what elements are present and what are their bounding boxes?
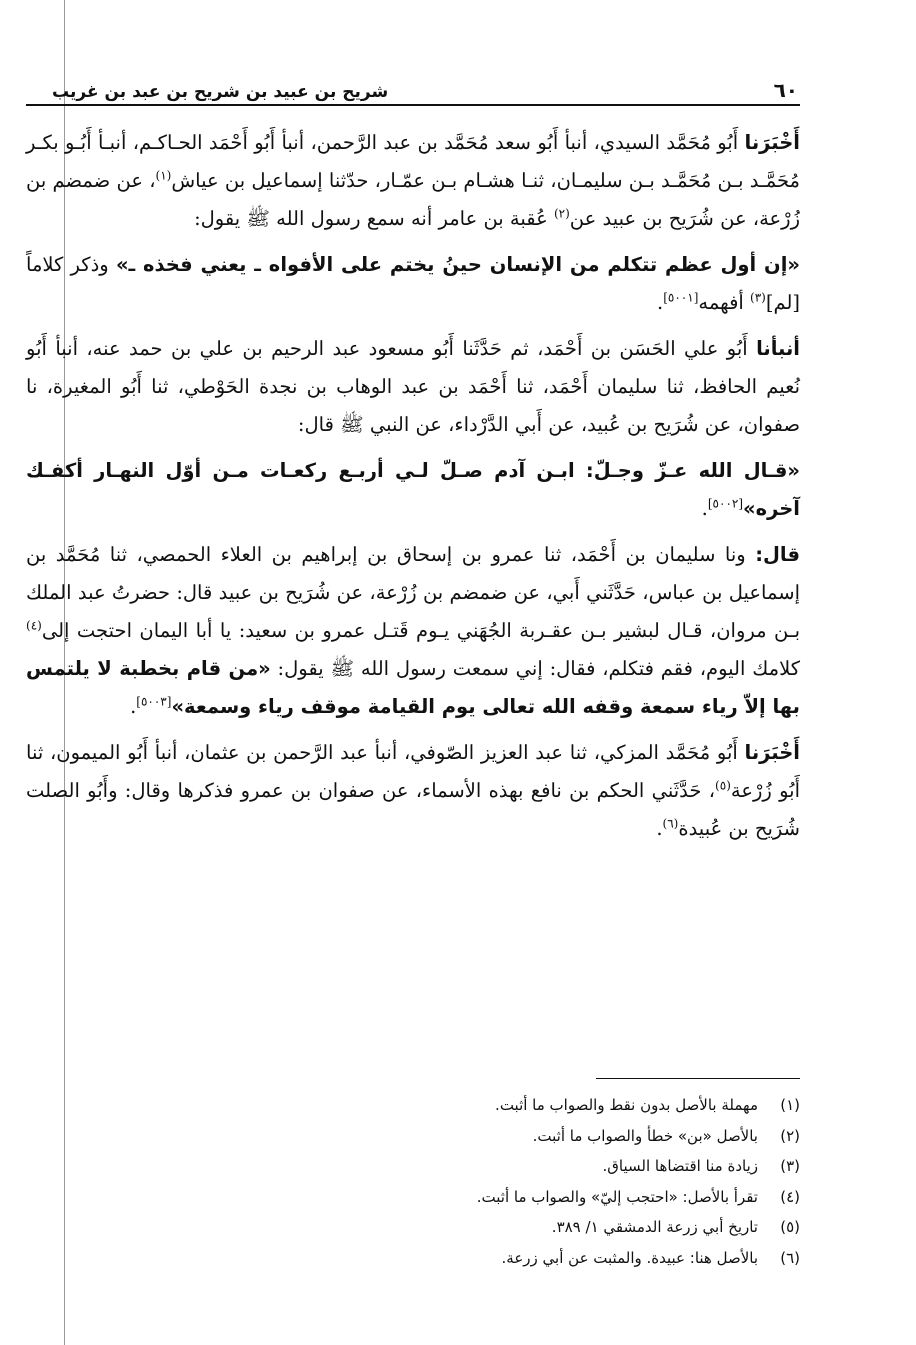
footnote-number: (٤) [780,1187,800,1206]
paragraph-2 [26,246,800,322]
paragraph-5 [26,536,800,726]
page-header [52,66,798,102]
narration-text: ونا سليمان بن أَحْمَد، ثنا عمرو بن إسحاق بن إبراهيم بن العلاء الحمصي، ثنا مُحَمَّد بن إسماعيل بن عباس، حَدَّثَني أَبي، عن ضمضم بن زُرْعة، عن شُرَيح بن عبيد قال: حضرتُ عبد الملك بـن مروان، قـال لبشير بـن عقـربة الجُهَني يـوم قَتـل عمرو بن سعيد: يا أبا اليمان احتجت إلى [26,543,800,642]
narration-lead: أَخْبَرَنا [744,131,800,154]
narration-text: كلامك اليوم، فقم فتكلم، فقال: إني سمعت رسول الله ﷺ يقول: [270,657,801,680]
footnote-marker: (٣) [750,290,766,305]
narration-text: . [657,291,664,314]
hadith-text: «من قام بخطبة لا يلتمس بها إلاّ رياء سمعة وقفه الله تعالى يوم القيامة موقف رياء وسمعة» [26,657,800,718]
footnote-marker: (١) [155,168,172,183]
footnote [200,1182,800,1213]
hadith-text: «قـال الله عـزّ وجـلّ: ابـن آدم صـلّ لـي أربـع ركعـات مـن أوّل النهـار أكفـك آخره» [26,459,800,520]
footnote [200,1151,800,1182]
footnote [200,1090,800,1121]
narration-text: أَبُو مُحَمَّد المزكي، ثنا عبد العزيز الصّوفي، أنبأ عبد الرَّحمن بن عثمان، أنبأ أَبُو الميمون، ثنا أَبُو زُرْعة [26,741,800,802]
running-title: شريح بن عبيد بن شريح بن عبد بن غريب [52,82,389,102]
footnote-text: زيادة منا اقتضاها السياق. [602,1157,758,1175]
hadith-text: «إن أول عظم تتكلم من الإنسان حينُ يختم على الأفواه ـ يعني فخذه ـ» [115,253,800,276]
footnote-number: (٥) [780,1218,800,1236]
footnotes [200,1090,800,1273]
footnote-marker: (٢) [553,206,570,221]
footnote-text: تقرأ بالأصل: «احتجب إليّ» والصواب ما أثبت. [476,1187,758,1206]
narration-text: أَبُو مُحَمَّد السيدي، أنبأ أَبُو سعد مُحَمَّد بن عبد الرَّحمن، أنبأ أَبُو أَحْمَد الحـاكـم، أنبـأ أَبُـو بكـر مُحَمَّـد بـن مُحَمَّـد بـن سليمـان، ثنـا هشـام بـن عمّـار، حدّثنا إسماعيل بن عياش [26,131,801,192]
narration-lead: قال: [755,543,800,566]
paragraph-3 [26,330,800,444]
narration-lead: أَخْبَرَنا [744,741,800,764]
header-rule [26,104,800,106]
narration-text: أَبُو علي الحَسَن بن أَحْمَد، ثم حَدَّثَنا أَبُو مسعود عبد الرحيم بن علي بن حمد عنه، أنبأ أَبُو نُعيم الحافظ، ثنا سليمان أَحْمَد، ثنا أَحْمَد بن عبد الوهاب بن نجدة الحَوْطي، ثنا أَبُو المغيرة، نا صفوان، عن شُرَيح بن عُبيد، عن أَبي الدَّرْداء، عن النبي ﷺ قال: [26,337,800,436]
narration-text: وذكر كلاماً [لم] [26,253,800,314]
narration-lead: أنبأنا [756,337,800,360]
paragraph-6 [26,734,800,848]
main-text [26,124,800,856]
footnote [200,1121,800,1152]
footnote-marker: (٦) [662,816,679,831]
footnote [200,1212,800,1243]
footnote-number: (٢) [780,1126,800,1145]
footnote-number: (١) [780,1096,800,1114]
footnote-text: مهملة بالأصل بدون نقط والصواب ما أثبت. [495,1096,758,1114]
hadith-reference-number: [٥٠٠١] [663,290,699,305]
footnote [200,1243,800,1274]
hadith-reference-number: [٥٠٠٣] [136,694,172,709]
narration-text: أفهمه [698,291,751,314]
hadith-reference-number: [٥٠٠٢] [707,496,744,511]
narration-text: ، حَدَّثَني الحكم بن نافع بهذه الأسماء، عن صفوان بن عمرو فذكرها وقال: وأَبُو الصلت شُرَيح بن عُبيدة [26,779,800,840]
footnote-rule [596,1078,800,1079]
footnote-marker: (٥) [715,778,731,793]
narration-text: . [130,695,137,718]
page-number: ٦٠ [773,78,798,102]
narration-text: ، عن ضمضم بن زُرْعة، عن شُرَيح بن عبيد عن [26,169,800,230]
paragraph-4 [26,452,800,528]
paragraph-1 [26,124,800,238]
footnote-text: بالأصل «بن» خطأ والصواب ما أثبت. [532,1126,758,1145]
footnote-text: تاريخ أبي زرعة الدمشقي ١/ ٣٨٩. [551,1218,758,1236]
narration-text: . [656,817,663,840]
footnote-text: بالأصل هنا: عبيدة. والمثبت عن أبي زرعة. [501,1248,758,1267]
narration-text: . [701,497,708,520]
footnote-number: (٣) [780,1157,800,1175]
footnote-marker: (٤) [26,618,42,633]
narration-text: عُقبة بن عامر أنه سمع رسول الله ﷺ يقول: [194,207,554,230]
footnote-number: (٦) [780,1248,800,1267]
